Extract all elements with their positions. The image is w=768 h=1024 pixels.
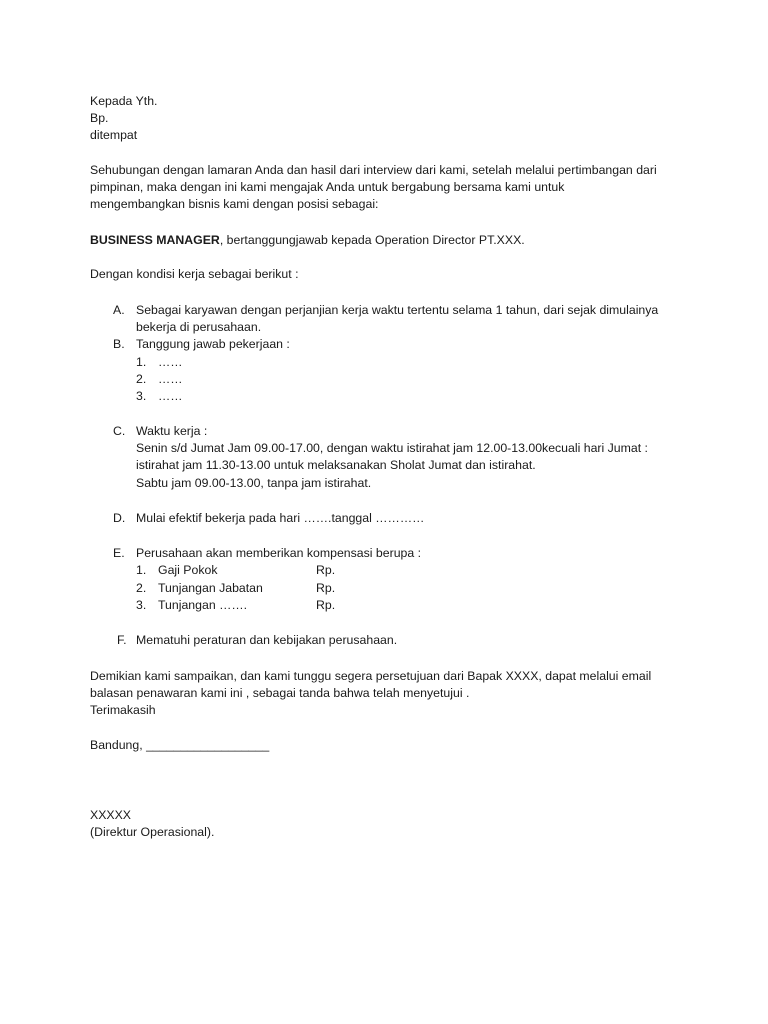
item-marker: B. <box>113 337 125 351</box>
position-line <box>90 232 525 249</box>
closing-line: Demikian kami sampaikan, dan kami tunggu segera persetujuan dari Bapak XXXX, dapat melalui email <box>90 669 652 683</box>
item-marker: F. <box>117 633 127 647</box>
sub-number: 3. <box>136 598 147 612</box>
recipient-line: Bp. <box>90 111 109 125</box>
item-c-line: Sabtu jam 09.00-13.00, tanpa jam istirahat. <box>136 476 372 490</box>
recipient-line: Kepada Yth. <box>90 94 158 108</box>
item-marker: A. <box>113 303 125 317</box>
intro-line: mengembangkan bisnis kami dengan posisi sebagai: <box>90 197 379 211</box>
recipient-line: ditempat <box>90 128 138 142</box>
sub-number: 1. <box>136 355 147 369</box>
item-a-line: bekerja di perusahaan. <box>136 320 262 334</box>
intro-line: Sehubungan dengan lamaran Anda dan hasil dari interview dari kami, setelah melalui pertimbangan dari <box>90 163 657 177</box>
signer-name: XXXXX <box>90 808 132 822</box>
place-date: Bandung, __________________ <box>90 738 270 752</box>
compensation-amount: Rp. <box>316 581 336 595</box>
closing-line: Terimakasih <box>90 703 156 717</box>
item-c-title: Waktu kerja : <box>136 424 208 438</box>
item-a-line: Sebagai karyawan dengan perjanjian kerja waktu tertentu selama 1 tahun, dari sejak dimulainya <box>136 303 659 317</box>
compensation-label: Tunjangan Jabatan <box>158 581 263 595</box>
sub-number: 2. <box>136 372 147 386</box>
item-d-text: Mulai efektif bekerja pada hari …….tanggal ………… <box>136 511 425 525</box>
item-c-line: istirahat jam 11.30-13.00 untuk melaksanakan Sholat Jumat dan istirahat. <box>136 458 536 472</box>
item-marker: C. <box>113 424 126 438</box>
item-marker: E. <box>113 546 125 560</box>
signer-title: (Direktur Operasional). <box>90 825 215 839</box>
item-f-text: Mematuhi peraturan dan kebijakan perusahaan. <box>136 633 398 647</box>
item-marker: D. <box>113 511 126 525</box>
compensation-amount: Rp. <box>316 563 336 577</box>
intro-line: pimpinan, maka dengan ini kami mengajak Anda untuk bergabung bersama kami untuk <box>90 180 565 194</box>
item-b-title: Tanggung jawab pekerjaan : <box>136 337 290 351</box>
position-description: , bertanggungjawab kepada Operation Director PT.XXX. <box>219 233 525 247</box>
sub-number: 1. <box>136 563 147 577</box>
compensation-amount: Rp. <box>316 598 336 612</box>
compensation-label: Tunjangan ……. <box>158 598 248 612</box>
item-e-title: Perusahaan akan memberikan kompensasi berupa : <box>136 546 422 560</box>
sub-text: …… <box>158 389 183 403</box>
compensation-label: Gaji Pokok <box>158 563 218 577</box>
closing-line: balasan penawaran kami ini , sebagai tanda bahwa telah menyetujui . <box>90 686 470 700</box>
conditions-intro: Dengan kondisi kerja sebagai berikut : <box>90 267 299 281</box>
position-title: BUSINESS MANAGER <box>90 233 220 247</box>
sub-text: …… <box>158 372 183 386</box>
sub-number: 2. <box>136 581 147 595</box>
sub-text: …… <box>158 355 183 369</box>
item-c-line: Senin s/d Jumat Jam 09.00-17.00, dengan waktu istirahat jam 12.00-13.00kecuali hari Jumat : <box>136 441 648 455</box>
sub-number: 3. <box>136 389 147 403</box>
